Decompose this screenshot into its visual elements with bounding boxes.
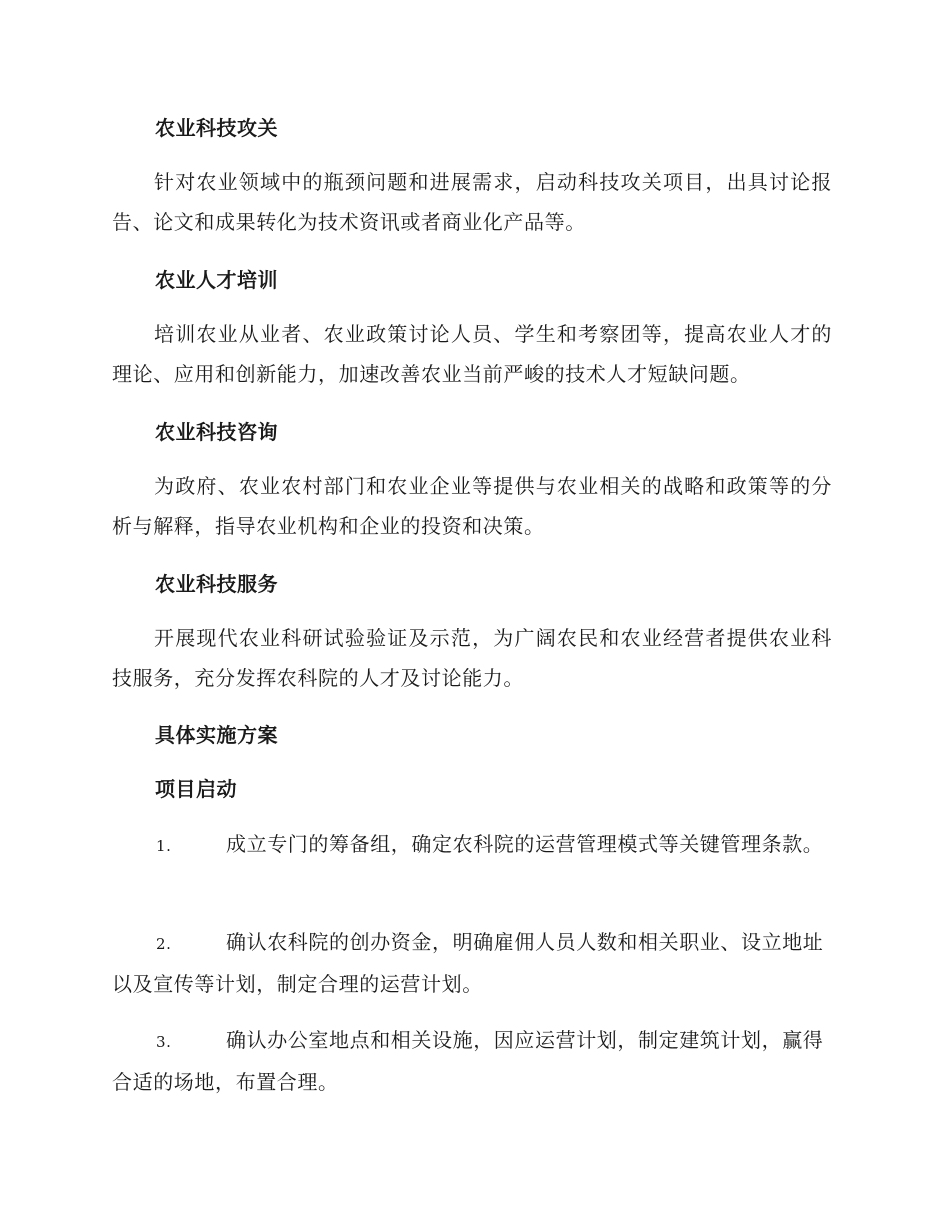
list-item: [112, 1020, 832, 1102]
section-text-tech-consulting: 为政府、农业农村部门和农业企业等提供与农业相关的战略和政策等的分析与解释，指导农业机构和企业的投资和决策。: [112, 474, 832, 538]
list-item: [112, 824, 832, 866]
section-text-talent-training: 培训农业从业者、农业政策讨论人员、学生和考察团等，提高农业人才的理论、应用和创新能力，加速改善农业当前严峻的技术人才短缺问题。: [112, 322, 832, 386]
list-item-number: 2.: [156, 935, 172, 953]
section-heading-tech-consulting: 农业科技咨询: [155, 420, 278, 444]
section-text-tech-research: 针对农业领域中的瓶颈问题和进展需求，启动科技攻关项目，出具讨论报告、论文和成果转化为技术资讯或者商业化产品等。: [112, 170, 832, 234]
list-item: [112, 922, 832, 1004]
list-item-number: 1.: [156, 837, 172, 855]
list-item-number: 3.: [156, 1033, 172, 1051]
section-heading-talent-training: 农业人才培训: [155, 268, 278, 292]
list-item-text: 成立专门的筹备组，确定农科院的运营管理模式等关键管理条款。: [226, 832, 824, 856]
plan-heading: 具体实施方案: [155, 723, 278, 747]
list-item-text: 确认办公室地点和相关设施，因应运营计划，制定建筑计划，赢得合适的场地，布置合理。: [112, 1028, 824, 1094]
section-text-tech-service: 开展现代农业科研试验验证及示范，为广阔农民和农业经营者提供农业科技服务，充分发挥农科院的人才及讨论能力。: [112, 626, 832, 690]
sub-heading-project-launch: 项目启动: [155, 777, 237, 801]
section-heading-tech-research: 农业科技攻关: [155, 116, 278, 140]
list-item-text: 确认农科院的创办资金，明确雇佣人员人数和相关职业、设立地址以及宣传等计划，制定合理的运营计划。: [112, 930, 824, 996]
section-heading-tech-service: 农业科技服务: [155, 572, 278, 596]
